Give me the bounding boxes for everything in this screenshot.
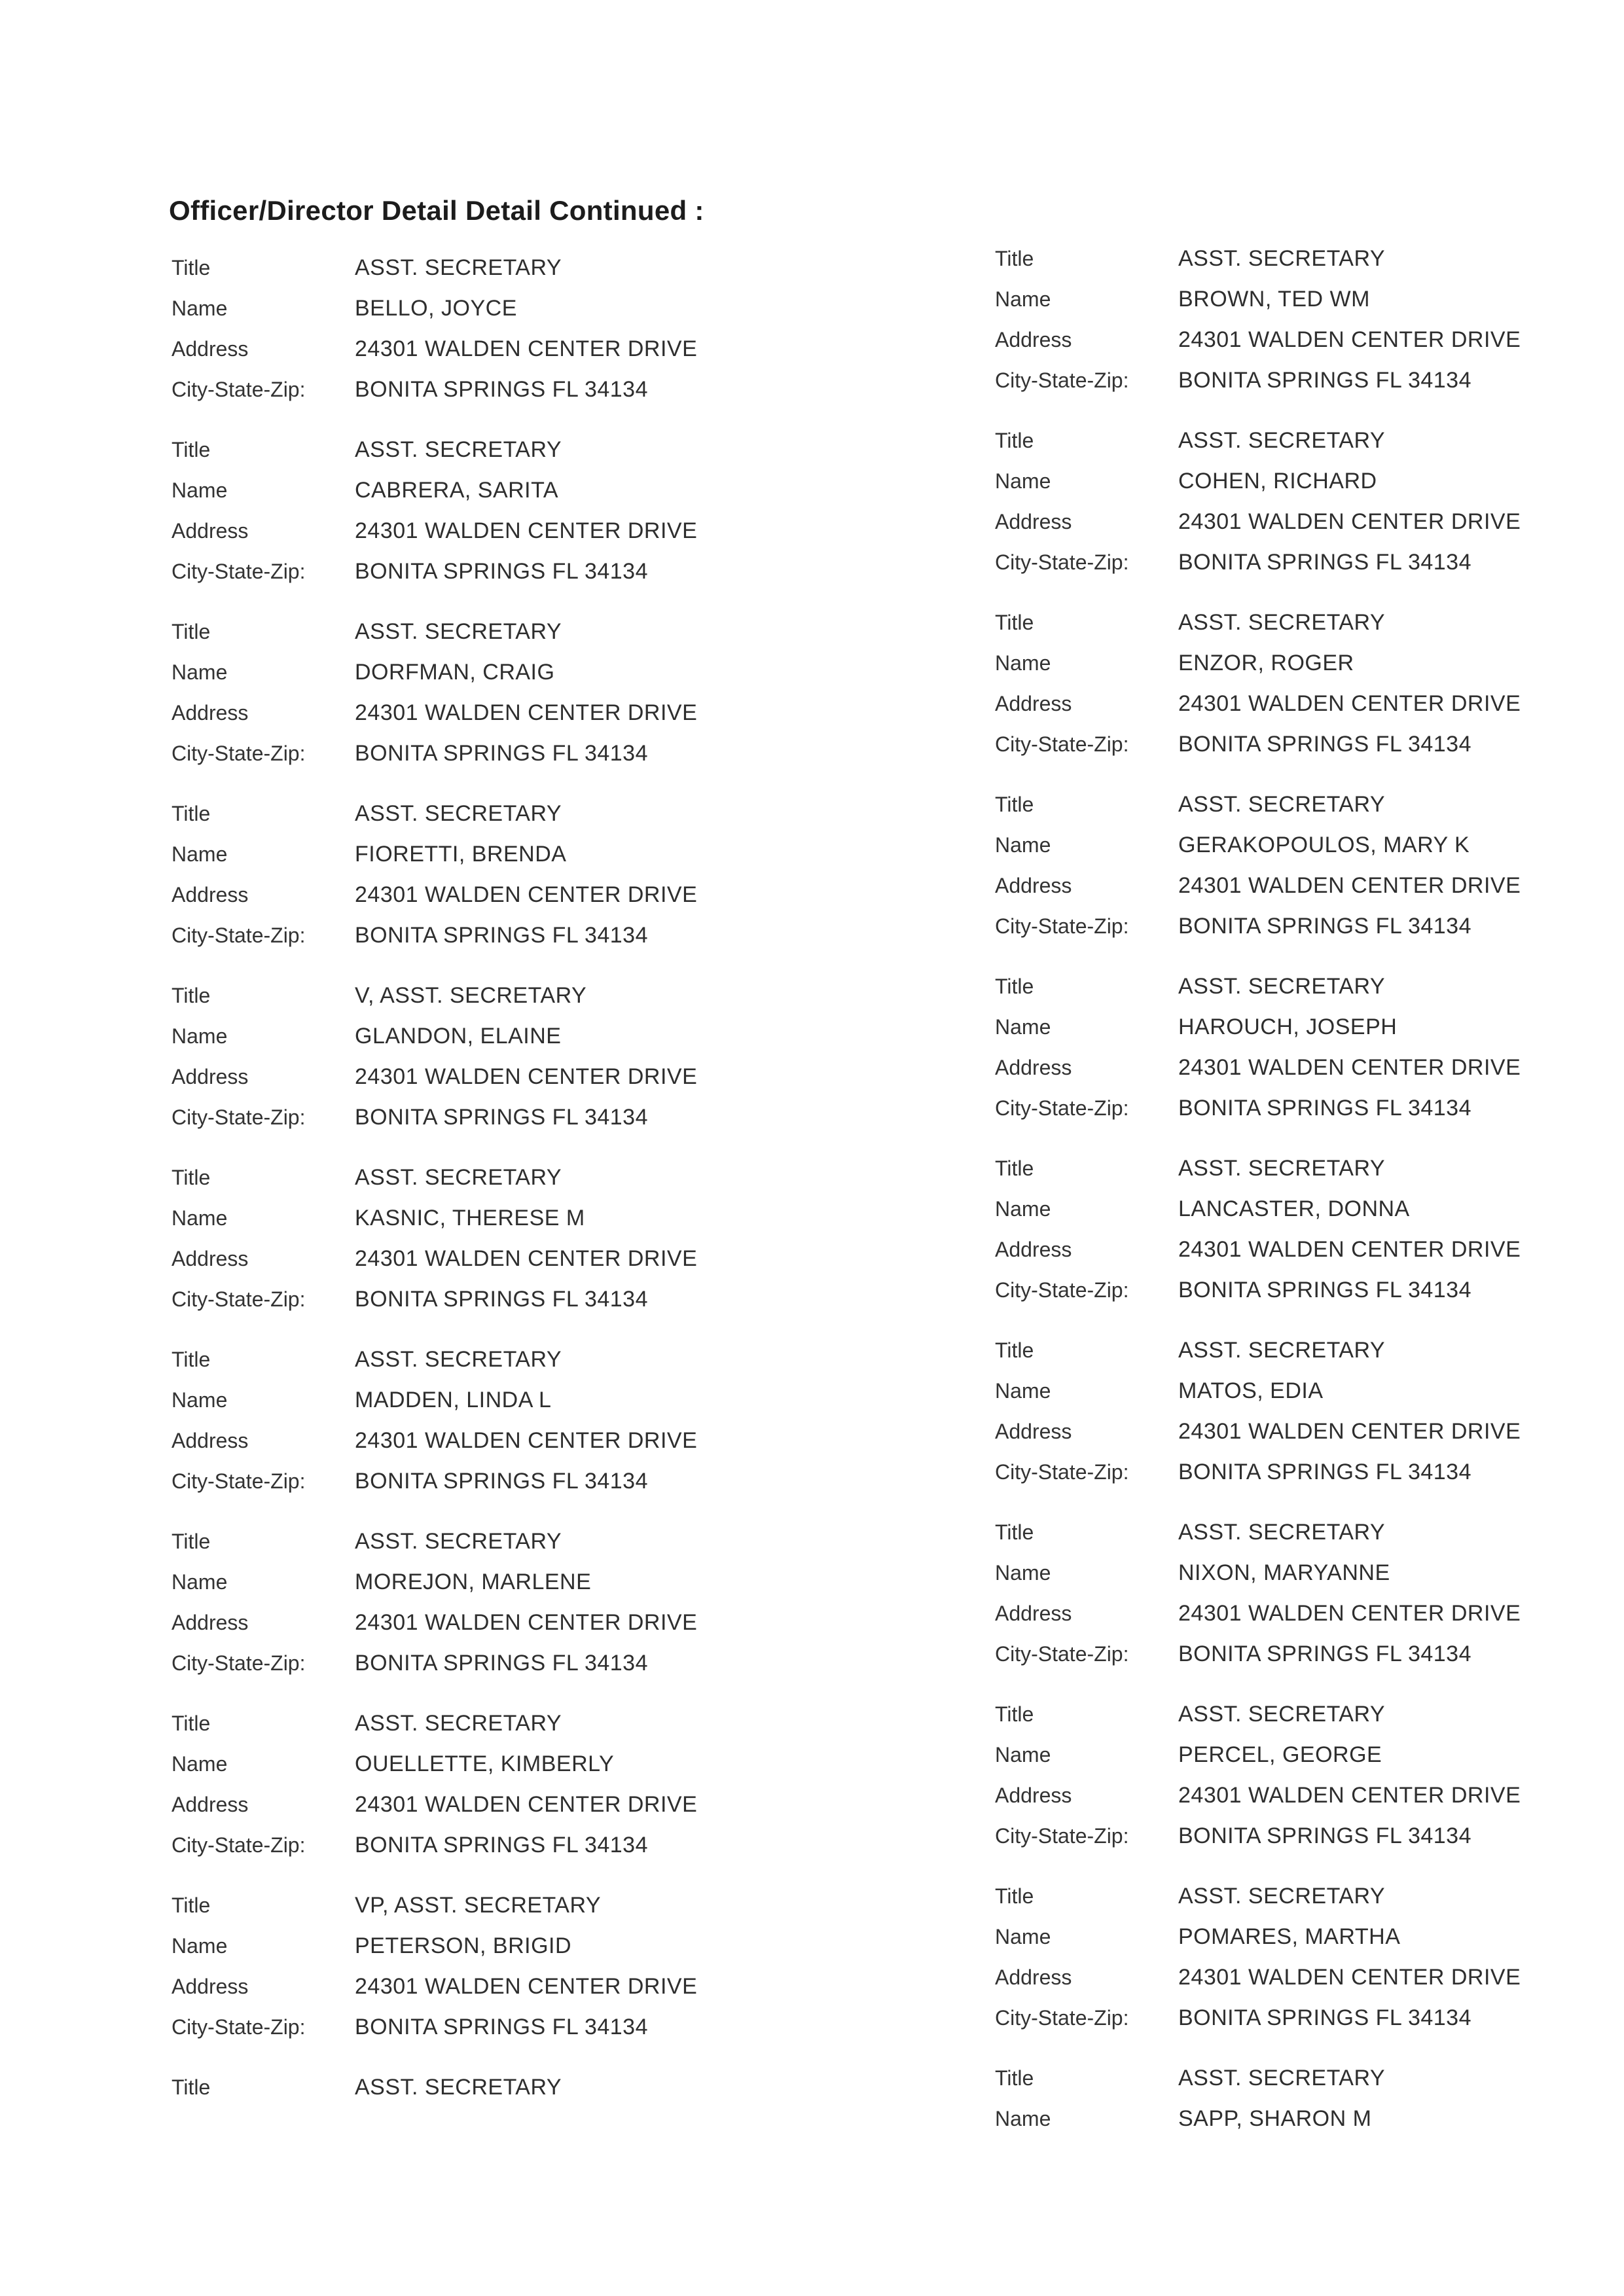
record-row-title	[995, 1694, 1521, 1734]
field-label-title: Title	[171, 1529, 211, 1553]
record-row-address	[171, 1238, 697, 1279]
field-label-city-state-zip: City-State-Zip:	[995, 550, 1129, 574]
field-label-city-state-zip: City-State-Zip:	[171, 1287, 306, 1311]
record-row-name	[995, 643, 1521, 683]
record-row-name	[171, 1380, 697, 1420]
field-label-title: Title	[171, 1711, 211, 1735]
officer-record	[995, 1148, 1521, 1310]
field-label-address: Address	[171, 1246, 249, 1270]
field-value-name: GLANDON, ELAINE	[355, 1023, 562, 1049]
field-label-address: Address	[995, 1783, 1072, 1807]
field-value-title: ASST. SECRETARY	[1178, 973, 1386, 999]
field-value-city-state-zip: BONITA SPRINGS FL 34134	[1178, 731, 1472, 757]
field-value-title: ASST. SECRETARY	[355, 2074, 562, 2100]
field-value-name: CABRERA, SARITA	[355, 477, 559, 503]
field-label-title: Title	[995, 428, 1034, 452]
record-row-title	[171, 793, 697, 834]
field-value-address: 24301 WALDEN CENTER DRIVE	[1178, 1964, 1521, 1990]
record-row-name	[995, 1189, 1521, 1229]
field-value-name: HAROUCH, JOSEPH	[1178, 1014, 1398, 1039]
officer-record	[995, 420, 1521, 583]
field-label-name: Name	[995, 1378, 1051, 1403]
record-row-name	[995, 2098, 1521, 2139]
field-label-address: Address	[995, 327, 1072, 351]
officer-list-right-column	[995, 238, 1521, 2159]
record-row-title	[171, 2067, 697, 2108]
record-row-city-state-zip	[995, 906, 1521, 946]
field-value-title: VP, ASST. SECRETARY	[355, 1892, 602, 1918]
field-value-title: ASST. SECRETARY	[1178, 609, 1386, 635]
field-value-name: SAPP, SHARON M	[1178, 2106, 1372, 2131]
field-label-name: Name	[995, 1196, 1051, 1221]
field-value-title: ASST. SECRETARY	[355, 619, 562, 644]
record-row-city-state-zip	[171, 2007, 697, 2047]
record-row-city-state-zip	[171, 551, 697, 592]
field-value-name: OUELLETTE, KIMBERLY	[355, 1751, 615, 1776]
field-value-name: MOREJON, MARLENE	[355, 1569, 592, 1594]
field-label-name: Name	[995, 469, 1051, 493]
field-label-address: Address	[171, 1428, 249, 1452]
field-value-address: 24301 WALDEN CENTER DRIVE	[1178, 1600, 1521, 1626]
record-row-name	[995, 825, 1521, 865]
field-label-title: Title	[171, 619, 211, 643]
field-label-city-state-zip: City-State-Zip:	[171, 1651, 306, 1675]
field-value-title: ASST. SECRETARY	[355, 255, 562, 280]
officer-record	[171, 429, 697, 592]
field-value-title: ASST. SECRETARY	[355, 1710, 562, 1736]
record-row-title	[995, 2058, 1521, 2098]
field-value-title: ASST. SECRETARY	[1178, 2065, 1386, 2090]
field-label-city-state-zip: City-State-Zip:	[171, 1105, 306, 1129]
field-value-title: ASST. SECRETARY	[1178, 1337, 1386, 1363]
record-row-name	[171, 652, 697, 692]
record-row-city-state-zip	[171, 1097, 697, 1138]
field-label-title: Title	[995, 246, 1034, 270]
field-value-address: 24301 WALDEN CENTER DRIVE	[355, 1791, 698, 1817]
field-value-city-state-zip: BONITA SPRINGS FL 34134	[1178, 549, 1472, 575]
officer-record	[171, 2067, 697, 2108]
field-value-address: 24301 WALDEN CENTER DRIVE	[1178, 509, 1521, 534]
record-row-address	[171, 329, 697, 369]
record-row-name	[171, 288, 697, 329]
field-value-name: MATOS, EDIA	[1178, 1378, 1324, 1403]
record-row-title	[995, 238, 1521, 279]
record-row-city-state-zip	[171, 915, 697, 956]
record-row-title	[995, 602, 1521, 643]
field-label-name: Name	[171, 296, 228, 320]
field-value-city-state-zip: BONITA SPRINGS FL 34134	[1178, 367, 1472, 393]
field-value-address: 24301 WALDEN CENTER DRIVE	[355, 518, 698, 543]
field-label-address: Address	[995, 1601, 1072, 1625]
officer-record	[995, 2058, 1521, 2139]
field-label-name: Name	[171, 1933, 228, 1958]
field-value-address: 24301 WALDEN CENTER DRIVE	[355, 336, 698, 361]
record-row-city-state-zip	[171, 733, 697, 774]
field-value-address: 24301 WALDEN CENTER DRIVE	[355, 700, 698, 725]
record-row-name	[995, 1734, 1521, 1775]
record-row-name	[171, 1198, 697, 1238]
field-label-name: Name	[171, 1751, 228, 1776]
record-row-city-state-zip	[171, 1279, 697, 1319]
officer-record	[171, 1339, 697, 1501]
record-row-address	[171, 1966, 697, 2007]
field-value-name: DORFMAN, CRAIG	[355, 659, 555, 685]
record-row-address	[995, 319, 1521, 360]
field-value-city-state-zip: BONITA SPRINGS FL 34134	[355, 1650, 649, 1676]
field-label-address: Address	[995, 1419, 1072, 1443]
field-value-title: ASST. SECRETARY	[1178, 245, 1386, 271]
field-label-city-state-zip: City-State-Zip:	[171, 1833, 306, 1857]
field-value-city-state-zip: BONITA SPRINGS FL 34134	[355, 740, 649, 766]
field-label-city-state-zip: City-State-Zip:	[995, 1823, 1129, 1848]
officer-record	[995, 1512, 1521, 1674]
record-row-title	[995, 1512, 1521, 1552]
field-value-name: BELLO, JOYCE	[355, 295, 517, 321]
record-row-title	[995, 1876, 1521, 1916]
record-row-address	[995, 1047, 1521, 1088]
field-value-city-state-zip: BONITA SPRINGS FL 34134	[355, 558, 649, 584]
record-row-name	[171, 470, 697, 511]
record-row-address	[995, 865, 1521, 906]
field-label-name: Name	[171, 660, 228, 684]
field-label-city-state-zip: City-State-Zip:	[995, 1278, 1129, 1302]
field-label-name: Name	[995, 2106, 1051, 2130]
officer-record	[995, 238, 1521, 401]
field-label-name: Name	[995, 651, 1051, 675]
officer-list-left-column	[171, 247, 697, 2127]
field-label-address: Address	[171, 882, 249, 906]
record-row-address	[171, 874, 697, 915]
record-row-name	[995, 1916, 1521, 1957]
record-row-city-state-zip	[995, 1634, 1521, 1674]
field-label-title: Title	[995, 792, 1034, 816]
field-label-name: Name	[171, 842, 228, 866]
officer-record	[171, 247, 697, 410]
field-value-name: MADDEN, LINDA L	[355, 1387, 552, 1412]
record-row-title	[995, 1148, 1521, 1189]
field-label-city-state-zip: City-State-Zip:	[171, 2015, 306, 2039]
record-row-title	[995, 966, 1521, 1007]
record-row-title	[171, 975, 697, 1016]
record-row-address	[995, 1229, 1521, 1270]
record-row-name	[171, 1562, 697, 1602]
field-label-address: Address	[995, 691, 1072, 715]
officer-record	[171, 1521, 697, 1683]
record-row-name	[995, 1007, 1521, 1047]
field-value-title: ASST. SECRETARY	[355, 1164, 562, 1190]
field-value-address: 24301 WALDEN CENTER DRIVE	[1178, 1782, 1521, 1808]
field-value-city-state-zip: BONITA SPRINGS FL 34134	[1178, 1823, 1472, 1848]
record-row-title	[171, 1521, 697, 1562]
officer-record	[171, 793, 697, 956]
record-row-address	[995, 1593, 1521, 1634]
record-row-address	[171, 1602, 697, 1643]
record-row-city-state-zip	[995, 1088, 1521, 1128]
field-value-name: PETERSON, BRIGID	[355, 1933, 572, 1958]
field-value-title: ASST. SECRETARY	[1178, 1155, 1386, 1181]
field-label-title: Title	[171, 983, 211, 1007]
field-label-title: Title	[995, 610, 1034, 634]
field-value-title: ASST. SECRETARY	[1178, 1519, 1386, 1545]
record-row-address	[171, 1784, 697, 1825]
field-value-city-state-zip: BONITA SPRINGS FL 34134	[1178, 913, 1472, 939]
record-row-name	[995, 461, 1521, 501]
record-row-city-state-zip	[995, 1452, 1521, 1492]
record-row-address	[995, 1411, 1521, 1452]
field-value-name: FIORETTI, BRENDA	[355, 841, 567, 867]
record-row-name	[995, 1552, 1521, 1593]
record-row-title	[171, 247, 697, 288]
record-row-city-state-zip	[995, 360, 1521, 401]
field-value-title: ASST. SECRETARY	[1178, 1701, 1386, 1727]
field-value-name: NIXON, MARYANNE	[1178, 1560, 1390, 1585]
record-row-city-state-zip	[995, 1998, 1521, 2038]
field-value-city-state-zip: BONITA SPRINGS FL 34134	[355, 1468, 649, 1494]
field-label-name: Name	[171, 478, 228, 502]
record-row-title	[171, 429, 697, 470]
field-value-city-state-zip: BONITA SPRINGS FL 34134	[1178, 1277, 1472, 1302]
field-value-city-state-zip: BONITA SPRINGS FL 34134	[355, 2014, 649, 2039]
record-row-name	[171, 834, 697, 874]
field-value-title: ASST. SECRETARY	[1178, 427, 1386, 453]
field-value-title: ASST. SECRETARY	[355, 1528, 562, 1554]
field-label-city-state-zip: City-State-Zip:	[171, 377, 306, 401]
field-label-address: Address	[171, 336, 249, 361]
field-label-name: Name	[995, 1742, 1051, 1767]
field-label-title: Title	[171, 255, 211, 279]
field-label-address: Address	[995, 873, 1072, 897]
field-value-name: ENZOR, ROGER	[1178, 650, 1354, 675]
field-value-city-state-zip: BONITA SPRINGS FL 34134	[1178, 2005, 1472, 2030]
record-row-city-state-zip	[171, 1461, 697, 1501]
officer-record	[171, 1157, 697, 1319]
field-label-title: Title	[171, 437, 211, 461]
record-row-title	[171, 611, 697, 652]
field-value-city-state-zip: BONITA SPRINGS FL 34134	[355, 922, 649, 948]
field-label-city-state-zip: City-State-Zip:	[171, 1469, 306, 1493]
officer-record	[171, 611, 697, 774]
field-label-city-state-zip: City-State-Zip:	[171, 741, 306, 765]
field-label-city-state-zip: City-State-Zip:	[995, 2005, 1129, 2030]
field-value-name: GERAKOPOULOS, MARY K	[1178, 832, 1470, 857]
section-heading: Officer/Director Detail Detail Continued :	[169, 195, 704, 226]
field-label-name: Name	[995, 833, 1051, 857]
field-value-address: 24301 WALDEN CENTER DRIVE	[1178, 691, 1521, 716]
field-value-address: 24301 WALDEN CENTER DRIVE	[355, 1246, 698, 1271]
officer-record	[171, 1703, 697, 1865]
field-value-address: 24301 WALDEN CENTER DRIVE	[355, 882, 698, 907]
field-value-name: KASNIC, THERESE M	[355, 1205, 585, 1230]
field-label-city-state-zip: City-State-Zip:	[995, 1641, 1129, 1666]
field-value-name: POMARES, MARTHA	[1178, 1924, 1401, 1949]
field-label-city-state-zip: City-State-Zip:	[995, 368, 1129, 392]
field-label-title: Title	[995, 1884, 1034, 1908]
field-value-address: 24301 WALDEN CENTER DRIVE	[1178, 1054, 1521, 1080]
field-value-title: ASST. SECRETARY	[1178, 1883, 1386, 1909]
field-label-name: Name	[171, 1206, 228, 1230]
record-row-address	[171, 1420, 697, 1461]
field-label-city-state-zip: City-State-Zip:	[995, 1460, 1129, 1484]
field-value-city-state-zip: BONITA SPRINGS FL 34134	[1178, 1459, 1472, 1484]
field-label-title: Title	[171, 801, 211, 825]
officer-record	[995, 1694, 1521, 1856]
record-row-address	[171, 692, 697, 733]
field-value-address: 24301 WALDEN CENTER DRIVE	[355, 1427, 698, 1453]
field-value-address: 24301 WALDEN CENTER DRIVE	[355, 1064, 698, 1089]
field-label-name: Name	[995, 1924, 1051, 1948]
field-value-name: COHEN, RICHARD	[1178, 468, 1377, 493]
field-label-name: Name	[995, 1014, 1051, 1039]
record-row-city-state-zip	[171, 369, 697, 410]
record-row-city-state-zip	[171, 1643, 697, 1683]
officer-record	[171, 975, 697, 1138]
field-value-title: ASST. SECRETARY	[355, 800, 562, 826]
record-row-title	[995, 420, 1521, 461]
record-row-title	[995, 1330, 1521, 1371]
field-value-address: 24301 WALDEN CENTER DRIVE	[355, 1973, 698, 1999]
field-value-address: 24301 WALDEN CENTER DRIVE	[355, 1609, 698, 1635]
field-value-city-state-zip: BONITA SPRINGS FL 34134	[1178, 1641, 1472, 1666]
field-value-title: ASST. SECRETARY	[355, 1346, 562, 1372]
field-label-name: Name	[171, 1570, 228, 1594]
record-row-name	[171, 1016, 697, 1056]
officer-record	[995, 1876, 1521, 2038]
field-value-city-state-zip: BONITA SPRINGS FL 34134	[355, 376, 649, 402]
field-label-address: Address	[171, 1792, 249, 1816]
field-label-title: Title	[995, 1520, 1034, 1544]
field-value-city-state-zip: BONITA SPRINGS FL 34134	[1178, 1095, 1472, 1121]
field-label-name: Name	[995, 287, 1051, 311]
field-label-name: Name	[995, 1560, 1051, 1585]
field-value-name: BROWN, TED WM	[1178, 286, 1370, 312]
field-value-address: 24301 WALDEN CENTER DRIVE	[1178, 872, 1521, 898]
field-label-title: Title	[995, 1702, 1034, 1726]
field-value-city-state-zip: BONITA SPRINGS FL 34134	[355, 1104, 649, 1130]
field-value-city-state-zip: BONITA SPRINGS FL 34134	[355, 1832, 649, 1857]
field-label-address: Address	[171, 700, 249, 725]
field-value-address: 24301 WALDEN CENTER DRIVE	[1178, 1236, 1521, 1262]
field-label-address: Address	[995, 509, 1072, 533]
field-label-address: Address	[995, 1965, 1072, 1989]
record-row-title	[171, 1885, 697, 1926]
field-label-title: Title	[995, 974, 1034, 998]
field-label-city-state-zip: City-State-Zip:	[995, 1096, 1129, 1120]
field-label-name: Name	[171, 1388, 228, 1412]
record-row-address	[171, 511, 697, 551]
field-label-address: Address	[171, 1610, 249, 1634]
field-label-name: Name	[171, 1024, 228, 1048]
field-label-title: Title	[171, 2075, 211, 2099]
field-value-address: 24301 WALDEN CENTER DRIVE	[1178, 327, 1521, 352]
field-label-title: Title	[995, 2066, 1034, 2090]
record-row-name	[171, 1744, 697, 1784]
field-label-city-state-zip: City-State-Zip:	[171, 559, 306, 583]
field-value-city-state-zip: BONITA SPRINGS FL 34134	[355, 1286, 649, 1312]
record-row-name	[171, 1926, 697, 1966]
record-row-address	[995, 501, 1521, 542]
record-row-address	[995, 683, 1521, 724]
field-label-title: Title	[995, 1156, 1034, 1180]
field-label-title: Title	[171, 1165, 211, 1189]
record-row-city-state-zip	[995, 542, 1521, 583]
field-label-address: Address	[171, 1064, 249, 1088]
record-row-city-state-zip	[995, 724, 1521, 764]
officer-record	[995, 1330, 1521, 1492]
field-label-address: Address	[995, 1237, 1072, 1261]
record-row-address	[995, 1957, 1521, 1998]
field-label-address: Address	[995, 1055, 1072, 1079]
record-row-city-state-zip	[171, 1825, 697, 1865]
field-value-title: ASST. SECRETARY	[355, 437, 562, 462]
record-row-title	[171, 1339, 697, 1380]
field-label-title: Title	[995, 1338, 1034, 1362]
field-value-title: V, ASST. SECRETARY	[355, 982, 587, 1008]
officer-record	[995, 784, 1521, 946]
record-row-name	[995, 279, 1521, 319]
officer-record	[171, 1885, 697, 2047]
officer-record	[995, 966, 1521, 1128]
field-label-city-state-zip: City-State-Zip:	[995, 732, 1129, 756]
field-label-city-state-zip: City-State-Zip:	[995, 914, 1129, 938]
field-label-address: Address	[171, 1974, 249, 1998]
record-row-title	[995, 784, 1521, 825]
field-value-title: ASST. SECRETARY	[1178, 791, 1386, 817]
record-row-title	[171, 1703, 697, 1744]
officer-record	[995, 602, 1521, 764]
field-label-title: Title	[171, 1347, 211, 1371]
record-row-city-state-zip	[995, 1270, 1521, 1310]
field-label-title: Title	[171, 1893, 211, 1917]
record-row-name	[995, 1371, 1521, 1411]
field-value-name: PERCEL, GEORGE	[1178, 1742, 1382, 1767]
field-value-address: 24301 WALDEN CENTER DRIVE	[1178, 1418, 1521, 1444]
record-row-title	[171, 1157, 697, 1198]
field-label-address: Address	[171, 518, 249, 543]
field-value-name: LANCASTER, DONNA	[1178, 1196, 1410, 1221]
record-row-city-state-zip	[995, 1816, 1521, 1856]
record-row-address	[995, 1775, 1521, 1816]
record-row-address	[171, 1056, 697, 1097]
field-label-city-state-zip: City-State-Zip:	[171, 923, 306, 947]
